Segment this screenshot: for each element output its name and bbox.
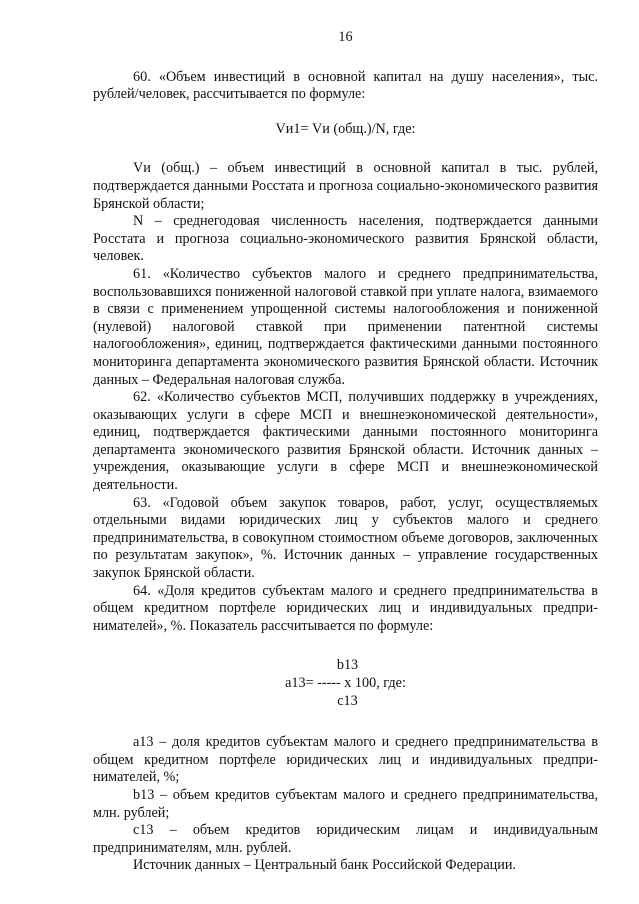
definition-64-c13: c13 – объем кредитов юридическим лицам и индивидуальным предпринимателям, млн. рублей. (93, 822, 598, 856)
formula-60: Vи1= Vи (общ.)/N, где: (275, 120, 416, 137)
definition-64-a13: a13 – доля кредитов субъектам малого и среднего предпринимательства в общем кредитном портфеле юридических лиц и индивидуальных предпринимателей, %; (93, 734, 598, 786)
formula-64-line: a13= ----- x 100, где: (285, 675, 406, 691)
page-number: 16 (338, 29, 353, 45)
definition-64-b13: b13 – объем кредитов субъектам малого и среднего предпринимательства, млн. рублей; (93, 786, 598, 821)
formula-64-numerator: b13 (336, 657, 359, 674)
formula-64-denominator: c13 (337, 692, 358, 709)
data-source-64: Источник данных – Центральный банк Российской Федерации. (133, 857, 516, 874)
paragraph-63: 63. «Годовой объем закупок товаров, работ, услуг, осуществляемых отдельными видами юридических лиц у субъектов малого и среднего предпринимательства, в совокупном стоимостном объеме договоров, заключенных по результатам закупок», %. Источник данных – управление государственных закупок Брянской области. (93, 494, 598, 582)
definition-60-n: N – среднегодовая численность населения, подтверждается данными Росстата и прогноза социально-экономического развития Брянской области, человек. (93, 213, 598, 265)
paragraph-61: 61. «Количество субъектов малого и среднего предпринимательства, воспользовавшихся пониженной налоговой ставкой при уплате налога, взимаемого в связи с применением упрощенной системы налогообложения и пониженной (нулевой) налоговой ставкой при применении патентной системы налогообложения», единиц, подтверждается фактическими данными постоянного мониторинга департамента экономического развития Брянской области. Источник данных – Федеральная налоговая служба. (93, 265, 598, 388)
formula-64 (93, 657, 598, 710)
definition-60-vi: Vи (общ.) – объем инвестиций в основной капитал в тыс. рублей, подтверждается данными Росстата и прогноза социально-экономического развития Брянской области; (93, 160, 598, 212)
paragraph-60: 60. «Объем инвестиций в основной капитал на душу населения», тыс. рублей/человек, рассчитывается по формуле: (93, 68, 598, 103)
paragraph-62: 62. «Количество субъектов МСП, получивших поддержку в учреждениях, оказывающих услуги в сфере МСП и внешнеэкономической деятельности», единиц, подтверждается фактическими данными постоянного мониторинга департамента экономического развития Брянской области. Источник данных – учреждения, оказывающие услуги в сфере МСП и внешнеэкономической деятельности. (93, 389, 598, 494)
paragraph-64: 64. «Доля кредитов субъектам малого и среднего предпринимательства в общем кредитном портфеле юридических лиц и индивидуальных предпринимателей», %. Показатель рассчитывается по формуле: (93, 582, 598, 634)
